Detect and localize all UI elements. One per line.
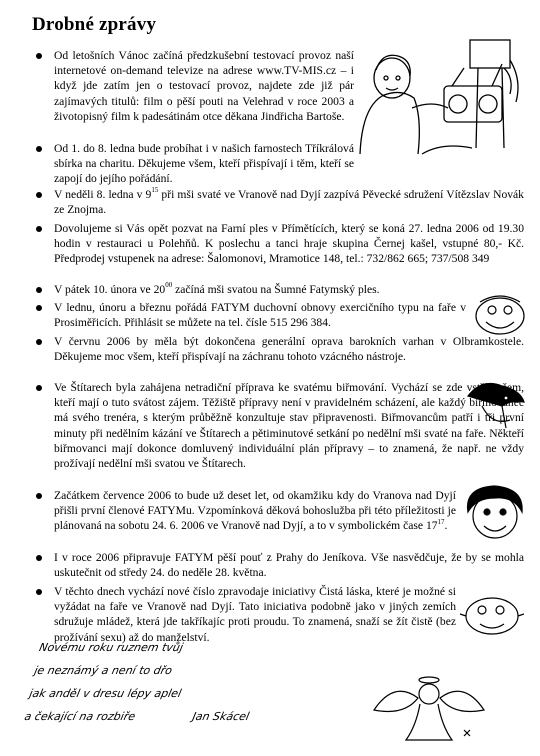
bullet-icon [36,555,42,561]
bullet-icon [36,146,42,152]
bullet-icon [36,493,42,499]
item-text: V těchto dnech vychází nové číslo zpravodaje iniciativy Čistá láska, které je možné si vyžádat na faře ve Vranově nad Dyjí. Tato iniciativa podobně jako v jiných zemích sdružuje mládež, která jde takříkajíc proti proudu. To znamená, snaží se žít čistě (bez prožívání sexu) až do manželství. [54,585,456,644]
poem-line: Novému roku ruznem tvůj [37,641,185,654]
item-text: . [444,519,448,533]
list-item [36,221,524,267]
bullet-icon [36,53,42,59]
item-text: Dovolujeme si Vás opět pozvat na Farní ples v Přímětících, který se koná 27. ledna 2006 od 19.30 hodin v restauraci u Polehňů. K poslechu a tanci hraje skupina Černej kašel, vstupné 80,- Kč. Předprodej vstupenek na adrese: Šalomonovi, Mramotice 148, tel.: 732/862 665; 737/508 349 [54,222,524,266]
bullet-icon [36,589,42,595]
list-item [36,380,524,471]
bullet-icon [36,287,42,293]
list-item [36,550,524,580]
signature-poem [22,636,251,728]
list-item [36,141,354,187]
item-text: V červnu 2006 by měla být dokončena generální oprava barokních varhan v Olbramkostele. Děkujeme moc všem, kteří přispívají na záchranu tohoto vzácného nástroje. [54,335,524,364]
bullet-icon [36,192,42,198]
radio-listener-illustration [352,38,524,158]
list-item [36,187,524,217]
list-item [36,334,524,364]
poem-line: jak anděl v dresu lépy aplel [28,687,183,700]
page-title: Drobné zprávy [32,14,157,35]
bullet-icon [36,339,42,345]
smiling-face-illustration [472,294,528,338]
time-superscript: 00 [165,281,173,290]
time-superscript: 15 [151,186,159,195]
curly-face-illustration [462,482,528,544]
item-text: začíná mši svatou na Šumné Fatymský ples. [172,283,380,296]
poem-line: je neznámý a není to dřo [33,664,174,677]
list-item [36,48,354,124]
angel-illustration [364,670,494,746]
bullet-icon [36,385,42,391]
item-text: Ve Štítarech byla zahájena netradiční příprava ke svatému biřmování. Vychází se zde vstříc všem, kteří mají o tuto svátost zájem. Těžiště přípravy není v pravidelném scházení, ale každý biřmovanec má svého trenéra, s kterým průběžně konzultuje stav připravenosti. Biřmovancům patří i tři první minuty při nedělním kázání ve Štítarech a pětiminutové setkání po nedělní mši svaté na faře. Někteří biřmovanci mají dokonce domluvený individuální plán přípravy – to znamená, že např. ne vždy prožívají nedělní mši svatou ve Štítarech. [54,381,524,471]
face-illustration [458,594,524,638]
item-text: při mši svaté ve Vranově nad Dyjí zazpívá Pěvecké sdružení Vítězslav Novák ze Znojma. [54,188,524,217]
item-text: V neděli 8. ledna v 9 [54,188,152,201]
list-item [36,282,466,297]
bullet-icon [36,305,42,311]
item-text: I v roce 2006 připravuje FATYM pěší pouť z Prahy do Jeníkova. Vše nasvědčuje, že by se mohla uskutečnit od středy 24. do neděle 28. května. [54,551,524,580]
bullet-icon [36,226,42,232]
item-text: V lednu, únoru a březnu pořádá FATYM duchovní obnovy exercičního typu na faře v Prosiměřicích. Přihlásit se můžete na tel. čísle 515 296 384. [54,301,466,330]
poem-line: a čekající na rozbiře [23,710,137,723]
item-text: V pátek 10. února ve 20 [54,283,166,296]
list-item [36,488,456,534]
item-text: Od 1. do 8. ledna bude probíhat i v našich farnostech Tříkrálová sbírka na charitu. Děkujeme všem, kteří přispívají i těm, kteří se zapojí do jejího pořádání. [54,142,354,186]
poem-author: Jan Skácel [191,710,251,723]
item-text: Od letošních Vánoc začíná předzkušební testovací provoz naší internetové on-demand televize na adrese www.TV-MIS.cz – i když jde zatím jen o testovací provoz, najdete zde již pár zajímavých titulů: film o pěší pouti na Velehrad v roce 2003 a životopisný film k padesátinám otce děkana Jindřicha Bartoše. [54,49,354,123]
item-text: Začátkem července 2006 to bude už deset let, od okamžiku kdy do Vranova nad Dyjí přišli první členové FATYMu. Vzpomínková děková bohoslužba při této příležitosti je plánovaná na sobotu 24. 6. 2006 ve Vranově nad Dyjí, a to v symbolickém čase 17 [54,489,456,533]
list-item [36,300,466,330]
time-superscript: 17 [437,517,445,526]
